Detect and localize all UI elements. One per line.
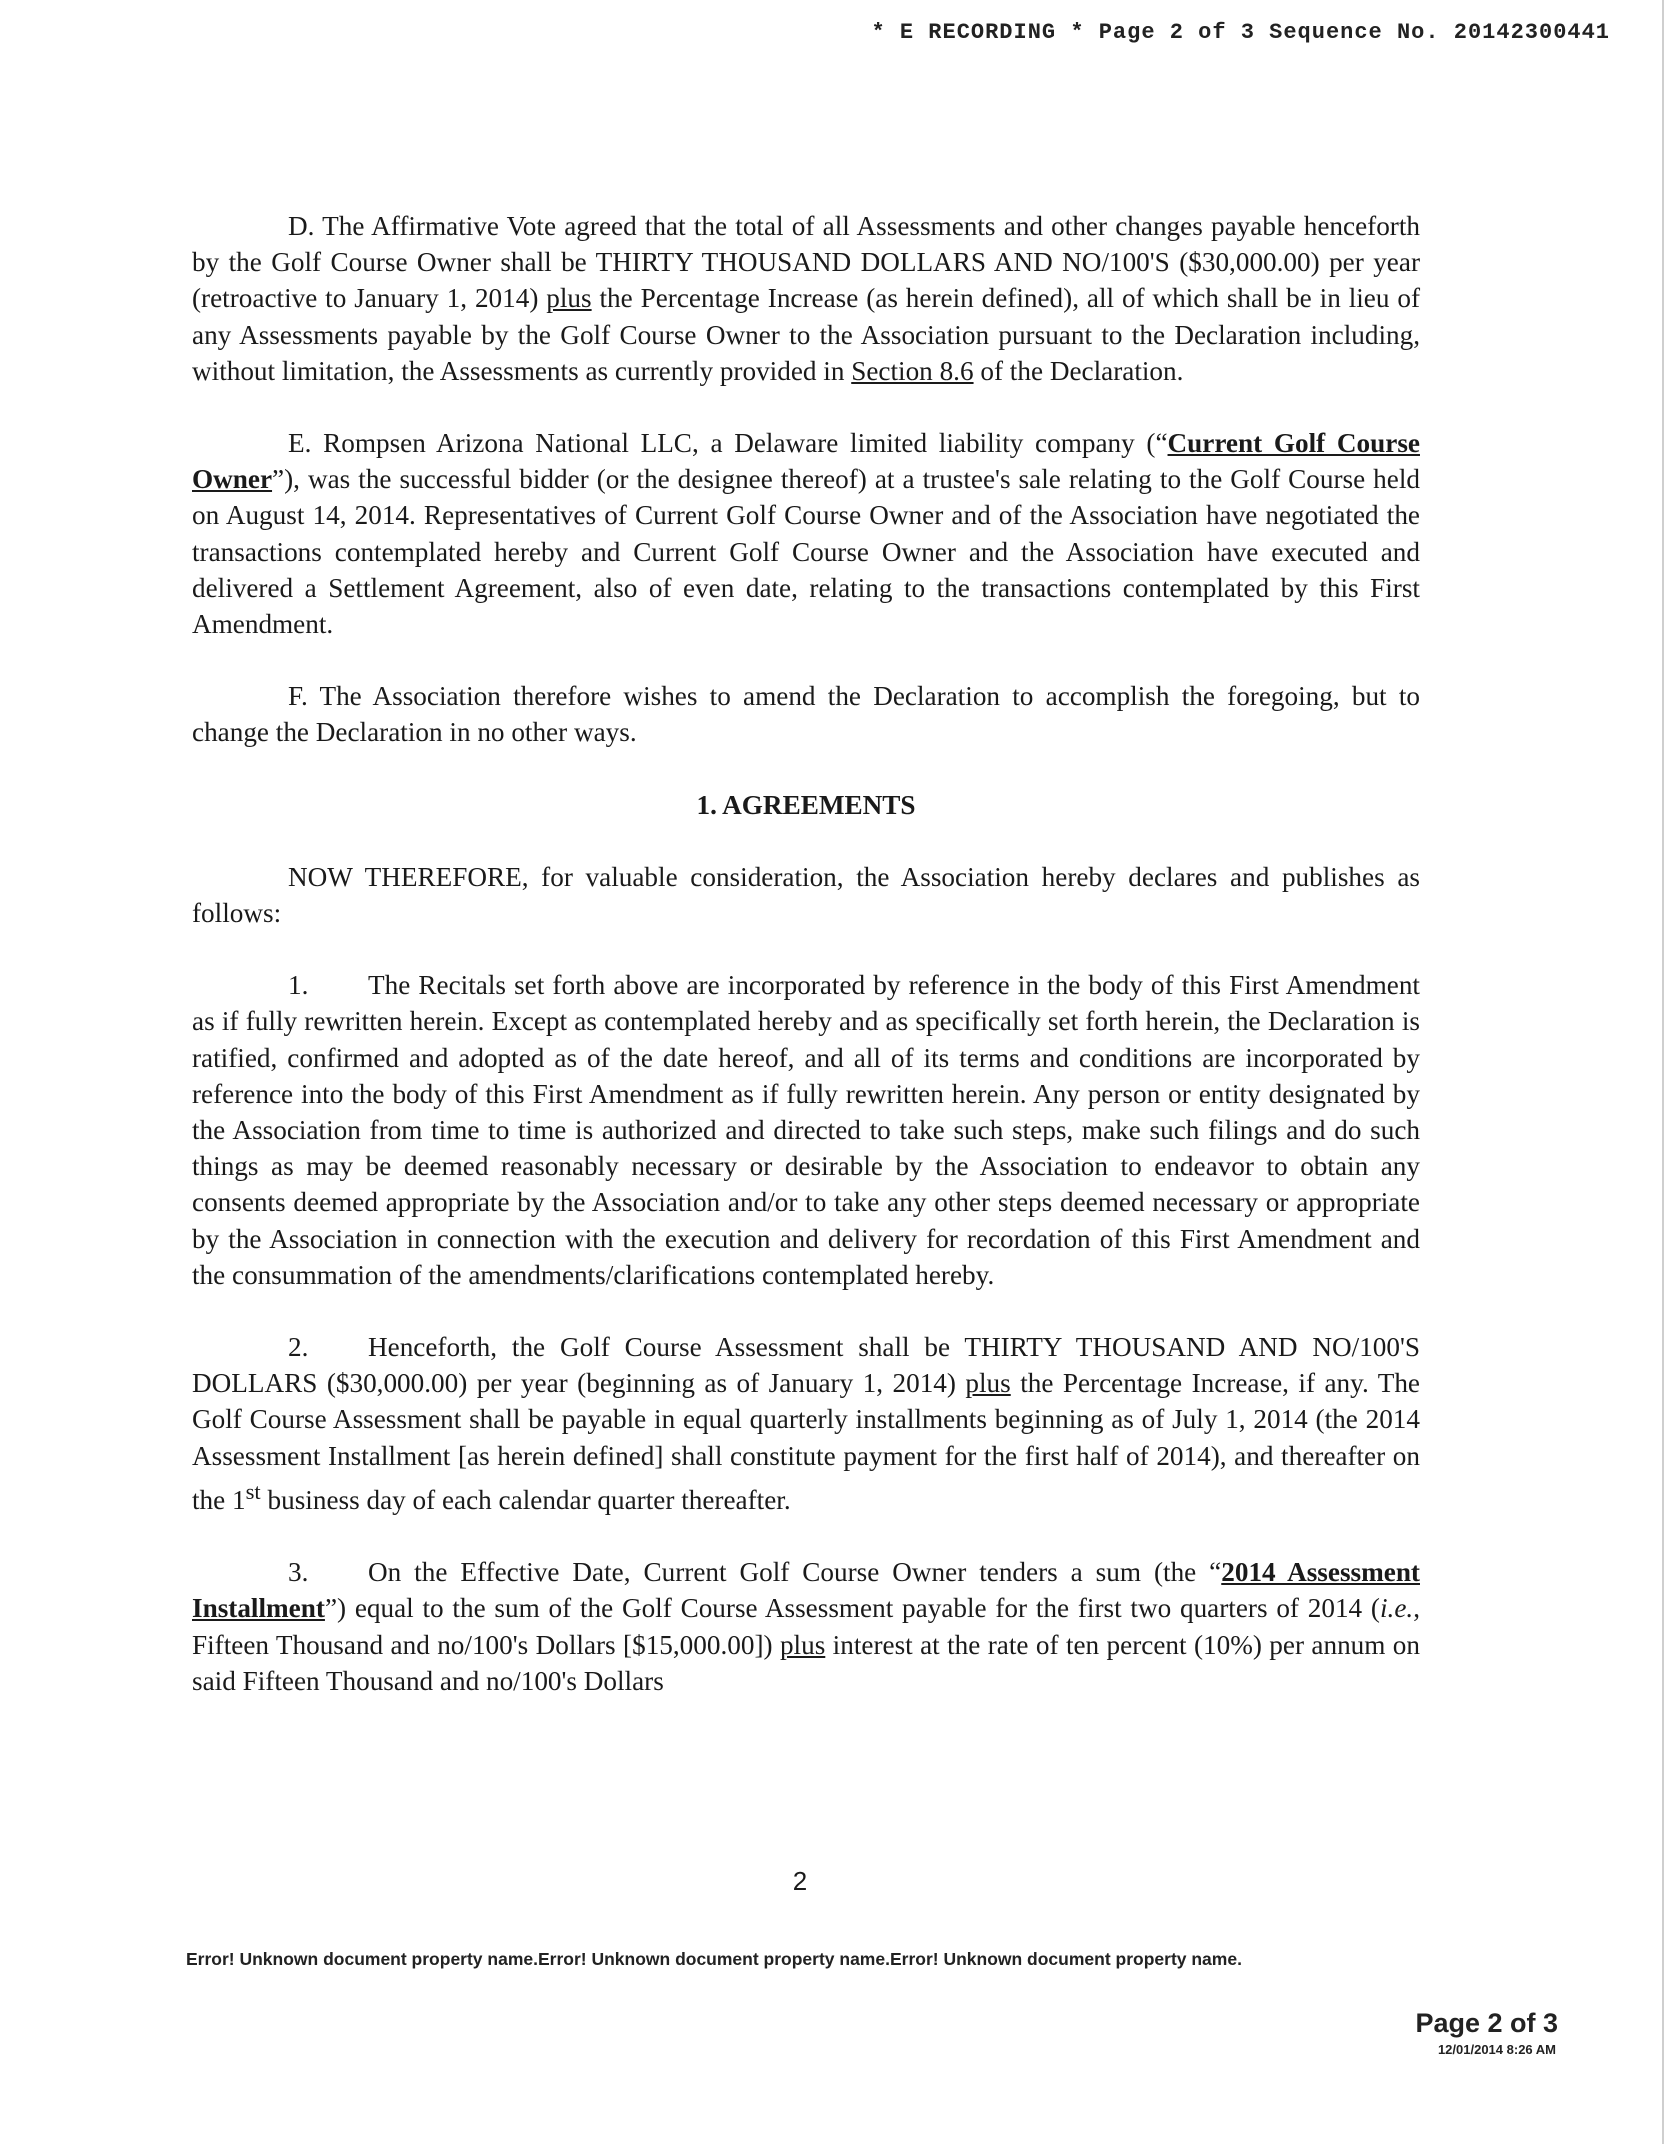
footer-page-label: Page 2 of 3 [1415,2008,1558,2038]
agreement-item-2-text-b: the Percentage Increase, if any. The Golf Course Assessment shall be payable in equal quarterly installments beginning as of July 1, 2014 (the 2014 Assessment Installment [as herein defined] shall constitute payment for the first half of 2014), and thereafter on the 1 [192,1368,1420,1515]
recital-d-section-ref: Section 8.6 [851,355,974,386]
agreement-item-3-text-d: interest at the rate of ten percent (10%) per annum on said Fifteen Thousand and no/100's Dollars [192,1629,1420,1696]
document-body [192,208,1420,1735]
recording-header: * E RECORDING * Page 2 of 3 Sequence No. 20142300441 [871,20,1610,45]
recital-d-text-b: the Percentage Increase (as herein defined), all of which shall be in lieu of any Assessments payable by the Golf Course Owner to the Association pursuant to the Declaration including, without limitation, the Assessments as currently provided in [192,283,1421,386]
recital-d [192,208,1420,389]
page-number: 2 [792,1866,808,1896]
recital-d-text-a: D. The Affirmative Vote agreed that the total of all Assessments and other changes payable henceforth by the Golf Course Owner shall be THIRTY THOUSAND DOLLARS AND NO/100'S ($30,000.00) per year (retroactive to January 1, 2014) [192,211,1420,314]
agreement-item-2-plus: plus [965,1368,1011,1399]
agreement-item-3-ie: i.e. [1379,1593,1414,1624]
agreement-item-3-number: 3. [288,1557,309,1588]
agreement-item-1-text: The Recitals set forth above are incorporated by reference in the body of this First Amendment as if fully rewritten herein. Except as contemplated hereby and as specifically set forth herein, the Declaration is ratified, confirmed and adopted as of the date hereof, and all of its terms and conditions are incorporated by reference into the body of this First Amendment as if fully rewritten herein. Any person or entity designated by the Association from time to time is authorized and directed to take such steps, make such filings and do such things as may be deemed reasonably necessary or desirable by the Association to endeavor to obtain any consents deemed appropriate by the Association and/or to take any other steps deemed necessary or appropriate by the Association in connection with the execution and delivery for recordation of this First Amendment and the consummation of the amendments/clarifications contemplated hereby. [192,970,1420,1290]
section-heading: 1. AGREEMENTS [696,789,916,820]
recital-e-text-a: E. Rompsen Arizona National LLC, a Delaware limited liability company (“ [288,428,1168,459]
recital-e-text-b: ”), was the successful bidder (or the designee thereof) at a trustee's sale relating to the Golf Course held on August 14, 2014. Representatives of Current Golf Course Owner and of the Association have negotiated the transactions contemplated hereby and Current Golf Course Owner and the Association have executed and delivered a Settlement Agreement, also of even date, relating to the transactions contemplated by this First Amendment. [192,464,1420,640]
agreement-item-3-text-c: , Fifteen Thousand and no/100's Dollars [$15,000.00]) [192,1593,1420,1660]
agreement-item-3-plus: plus [779,1629,826,1660]
footer-error-text: Error! Unknown document property name.Error! Unknown document property name.Error! Unknown document property name. [186,1949,1242,1969]
recital-d-text-c: of the Declaration. [973,355,1184,386]
recital-e-defined-term: Current Golf Course Owner [192,428,1420,495]
agreement-item-2-number: 2. [288,1332,309,1363]
agreement-item-1 [192,967,1420,1293]
agreement-item-3-text-a: On the Effective Date, Current Golf Course Owner tenders a sum (the “ [368,1557,1222,1588]
agreement-item-2-text-a: Henceforth, the Golf Course Assessment shall be THIRTY THOUSAND AND NO/100'S DOLLARS ($30,000.00) per year (beginning as of January 1, 2014) [192,1332,1420,1399]
agreement-item-3 [192,1554,1420,1699]
agreement-item-2-superscript: st [245,1478,261,1504]
recital-d-plus: plus [546,283,592,314]
now-therefore-paragraph: NOW THEREFORE, for valuable consideration, the Association hereby declares and publishes as follows: [192,861,1420,929]
recital-f: F. The Association therefore wishes to amend the Declaration to accomplish the foregoing, but to change the Declaration in no other ways. [192,681,1420,748]
footer-timestamp: 12/01/2014 8:26 AM [1437,2042,1556,2057]
agreement-item-3-defined-term: 2014 Assessment Installment [192,1557,1420,1624]
recital-e [192,425,1420,642]
agreement-item-1-number: 1. [288,970,309,1001]
agreement-item-3-text-b: ”) equal to the sum of the Golf Course Assessment payable for the first two quarters of 2014 ( [324,1593,1380,1624]
agreement-item-2 [192,1329,1420,1518]
agreement-item-2-text-c: business day of each calendar quarter thereafter. [260,1484,791,1515]
